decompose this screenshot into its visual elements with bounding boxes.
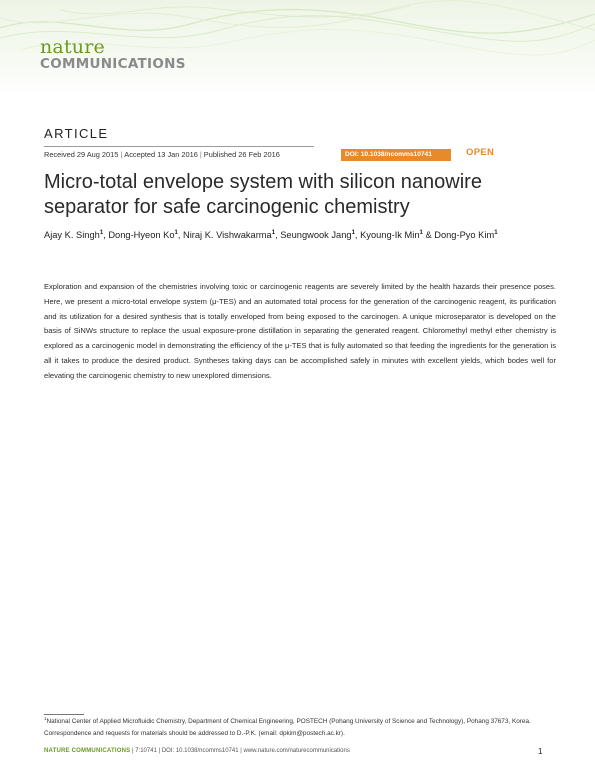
author-name[interactable]: Dong-Hyeon Ko	[108, 230, 175, 240]
footer-journal-name: NATURE COMMUNICATIONS	[44, 748, 131, 754]
article-title: Micro-total envelope system with silicon nanowire separator for safe carcinogenic chemistry	[44, 171, 482, 218]
page-footer	[44, 748, 556, 754]
author-name[interactable]: Niraj K. Vishwakarma	[183, 230, 272, 240]
footer-separator: |	[158, 748, 162, 754]
doi-badge[interactable]: DOI: 10.1038/ncomms10741	[341, 149, 451, 161]
accepted-date: Accepted 13 Jan 2016	[124, 150, 198, 159]
affiliation-footnote	[44, 716, 556, 740]
footnote-marker: 1	[44, 715, 47, 721]
affiliation-marker: 1	[271, 229, 276, 236]
masthead	[0, 0, 595, 96]
publication-dates	[44, 146, 314, 159]
author-name[interactable]: Seungwook Jang	[280, 230, 352, 240]
received-date: Received 29 Aug 2015	[44, 150, 119, 159]
author-name[interactable]: Kyoung-Ik Min	[360, 230, 420, 240]
author-separator: ,	[177, 230, 184, 240]
author-separator: ,	[275, 230, 281, 240]
logo-communications-word: COMMUNICATIONS	[40, 56, 186, 72]
affiliation-marker: 1	[99, 229, 104, 236]
author-separator: ,	[103, 230, 109, 240]
footer-url[interactable]: www.nature.com/naturecommunications	[243, 748, 350, 754]
date-separator: |	[199, 150, 202, 159]
affiliation-marker: 1	[351, 229, 355, 236]
affiliation-marker: 1	[419, 229, 423, 236]
footnote-text: National Center of Applied Microfluidic Chemistry, Department of Chemical Engineering, POSTECH (Pohang University of Science and Technology), Pohang 37673, Korea. Correspondence and requests for materials should be addressed to D.-P.K. (email: dpkim@postech.ac.kr).	[44, 718, 531, 737]
author-name[interactable]: Ajay K. Singh	[44, 230, 100, 240]
abstract: Exploration and expansion of the chemistries involving toxic or carcinogenic reagents are severely limited by the health hazards their presence poses. Here, we present a micro-total envelope system (μ-TES) and an automated total process for the generation of the carcinogenic reagent, its purification and its utilization for a desired synthesis that is totally enveloped from being exposed to the carcinogen. A unique microseparator is developed on the basis of SiNWs structure to replace the usual exposure-prone distillation in separating the generated reagent. Chloromethyl methyl ether chemistry is explored as a carcinogenic model in demonstrating the efficiency of the μ-TES that is fully automated so that feeding the ingredients for the generation is all it takes to produce the desired product. Syntheses taking days can be accomplished safely in minutes with excellent yields, which bodes well for elevating the carcinogenic chemistry to new unexplored dimensions.	[44, 282, 556, 380]
date-separator: |	[120, 150, 123, 159]
open-access-label: OPEN	[466, 147, 495, 158]
author-list	[44, 230, 564, 240]
footer-separator: |	[240, 748, 244, 754]
author-separator: ,	[354, 230, 361, 240]
affiliation-marker: 1	[494, 229, 498, 236]
footer-doi[interactable]: DOI: 10.1038/ncomms10741	[161, 748, 239, 754]
affiliation-marker: 1	[174, 229, 178, 236]
published-date: Published 26 Feb 2016	[203, 150, 280, 159]
logo-nature-word: nature	[40, 36, 105, 58]
author-separator: &	[422, 230, 435, 240]
footnote-divider	[44, 714, 84, 715]
page-number: 1	[538, 747, 543, 756]
footer-citation: 7:10741	[135, 748, 157, 754]
footer-separator: |	[131, 748, 136, 754]
author-name[interactable]: Dong-Pyo Kim	[434, 230, 495, 240]
journal-logo[interactable]	[40, 38, 186, 72]
section-label: ARTICLE	[44, 126, 109, 141]
